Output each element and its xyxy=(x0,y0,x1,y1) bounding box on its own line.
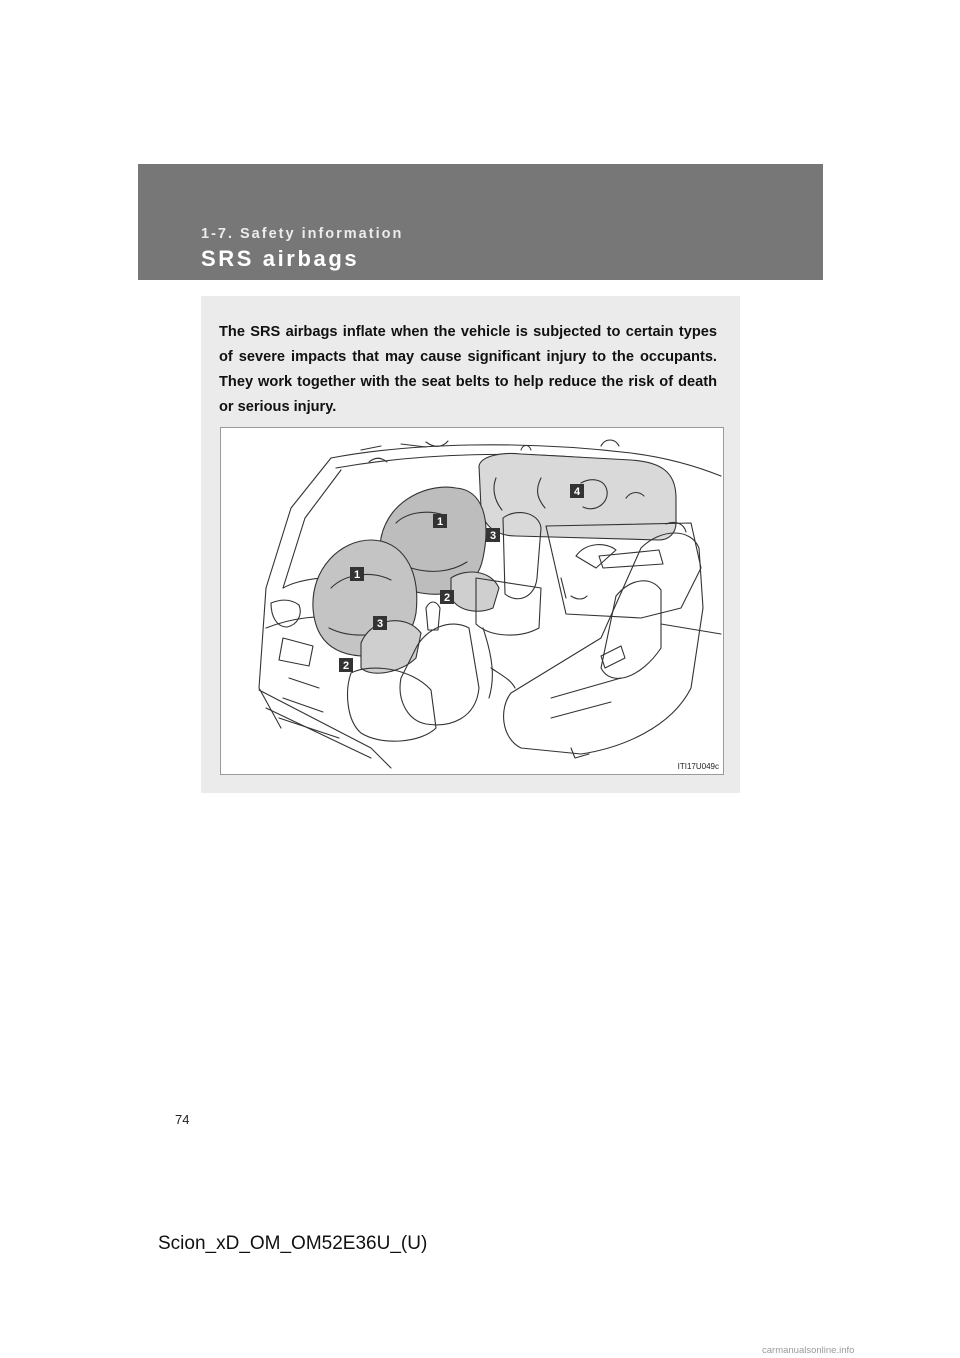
callout-1-lower-label: 1 xyxy=(354,569,361,581)
watermark: carmanualsonline.info xyxy=(762,1345,855,1356)
intro-paragraph: The SRS airbags inflate when the vehicle is subjected to certain types of severe impacts that may cause significant injury to the occupants. They work together with the seat belts to help reduce the risk of death or serious injury. xyxy=(219,324,717,415)
section-label: 1-7. Safety information xyxy=(201,226,404,242)
callout-3-upper-label: 3 xyxy=(490,530,497,542)
callout-2-upper-label: 2 xyxy=(444,592,451,604)
car-interior-drawing xyxy=(221,428,723,774)
callout-1-top-label: 1 xyxy=(437,516,444,528)
callout-3-lower-label: 3 xyxy=(377,618,384,630)
document-id: Scion_xD_OM_OM52E36U_(U) xyxy=(158,1233,428,1254)
chapter-header xyxy=(138,164,823,280)
callout-2-lower-label: 2 xyxy=(343,660,350,672)
page-title: SRS airbags xyxy=(201,246,360,271)
figure-code: ITI17U049c xyxy=(677,762,719,771)
airbag-illustration xyxy=(220,427,724,775)
content-box xyxy=(201,296,740,793)
callout-4-label: 4 xyxy=(574,486,581,498)
page-number: 74 xyxy=(175,1112,190,1127)
